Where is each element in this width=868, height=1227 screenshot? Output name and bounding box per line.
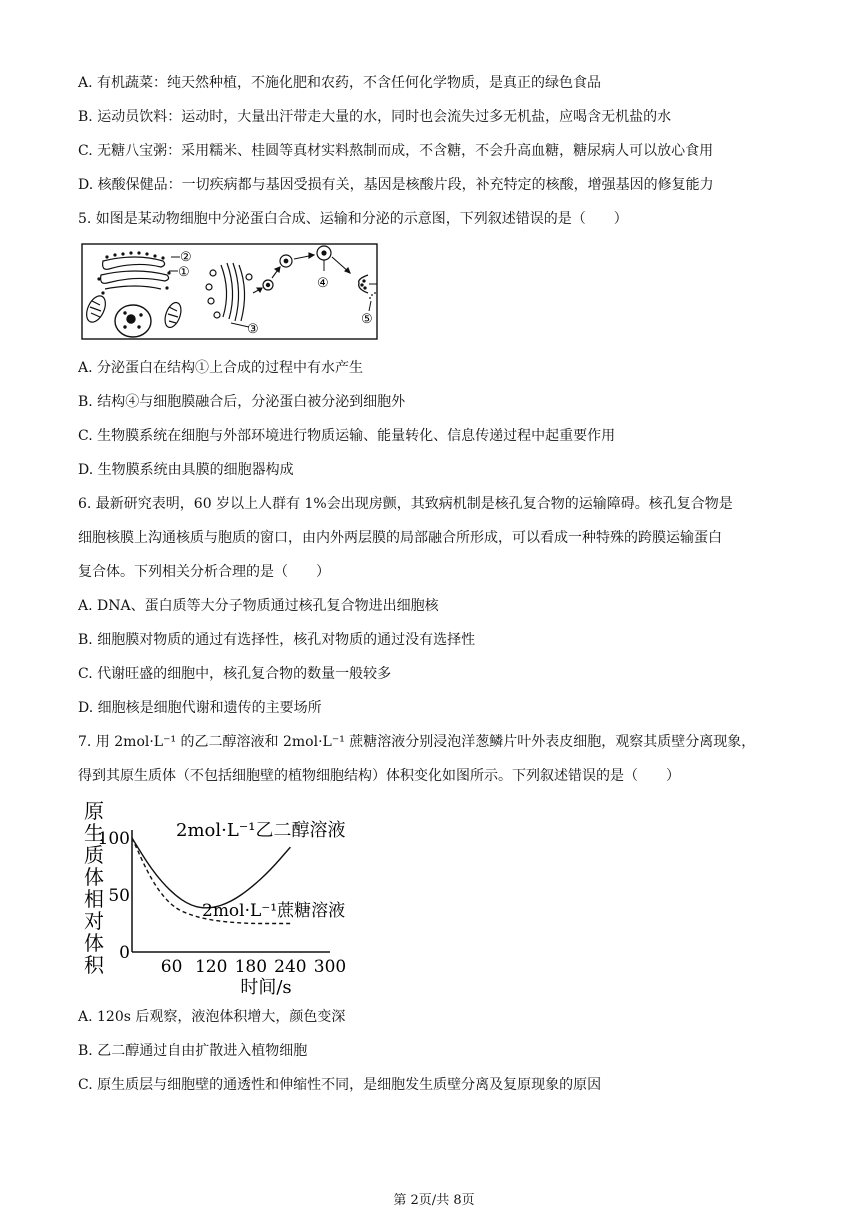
series-label-ethylene-glycol: 2mol·L⁻¹乙二醇溶液: [176, 820, 346, 841]
label-3: ③: [247, 322, 259, 337]
q5-option-d: D. 生物膜系统由具膜的细胞器构成: [78, 462, 294, 478]
label-2: ②: [180, 250, 192, 265]
nucleus: [115, 305, 151, 337]
q5-option-a: A. 分泌蛋白在结构①上合成的过程中有水产生: [78, 360, 364, 376]
y-axis-label-char: 相: [84, 887, 104, 911]
q6-option-b: B. 细胞膜对物质的通过有选择性，核孔对物质的通过没有选择性: [78, 632, 476, 648]
secretion-diagram: [81, 243, 378, 340]
label-5: ⑤: [361, 312, 373, 327]
membrane-fusion: [359, 275, 368, 293]
y-axis-label-char: 生: [84, 821, 104, 845]
q7-option-a: A. 120s 后观察，液泡体积增大，颜色变深: [78, 1009, 346, 1025]
mitochondrion-right: [162, 300, 184, 329]
q6-stem-line-2: 细胞核膜上沟通核质与胞质的窗口，由内外两层膜的局部融合所形成，可以看成一种特殊的跨膜运输蛋白: [78, 530, 722, 546]
rough-er: [101, 257, 169, 289]
label-1: ①: [178, 265, 190, 280]
q4-option-b: B. 运动员饮料：运动时，大量出汗带走大量的水，同时也会流失过多无机盐，应喝含无机盐的水: [78, 109, 672, 125]
q5-option-c: C. 生物膜系统在细胞与外部环境进行物质运输、能量转化、信息传递过程中起重要作用: [78, 428, 616, 444]
series-line-0: [132, 838, 290, 908]
q5-stem: 5. 如图是某动物细胞中分泌蛋白合成、运输和分泌的示意图，下列叙述错误的是（ ）: [78, 211, 628, 227]
y-axis-label-char: 对: [84, 909, 104, 933]
q7-stem-line-1: 7. 用 2mol·L⁻¹ 的乙二醇溶液和 2mol·L⁻¹ 蔗糖溶液分别浸泡洋葱鳞片叶外表皮细胞，观察其质壁分离现象，: [78, 734, 756, 750]
q6-option-a: A. DNA、蛋白质等大分子物质通过核孔复合物进出细胞核: [78, 598, 439, 614]
y-axis-label-char: 体: [84, 865, 104, 889]
q7-stem-line-2: 得到其原生质体（不包括细胞壁的植物细胞结构）体积变化如图所示。下列叙述错误的是（ ）: [78, 768, 680, 784]
y-tick-label: 0: [119, 943, 130, 963]
q4-option-c: C. 无糖八宝粥：采用糯米、桂圆等真材实料熬制而成，不含糖，不会升高血糖，糖尿病人可以放心食用: [78, 143, 714, 159]
q7-option-c: C. 原生质层与细胞壁的通透性和伸缩性不同，是细胞发生质壁分离及复原现象的原因: [78, 1077, 602, 1093]
y-axis-label-char: 体: [84, 931, 104, 955]
golgi-apparatus: [206, 263, 252, 321]
y-axis-label-char: 积: [84, 953, 104, 977]
secreted-protein: [369, 292, 376, 299]
q6-option-d: D. 细胞核是细胞代谢和遗传的主要场所: [78, 700, 322, 716]
label-4: ④: [317, 276, 329, 291]
x-tick-label: 60: [160, 957, 183, 977]
q6-option-c: C. 代谢旺盛的细胞中，核孔复合物的数量一般较多: [78, 666, 392, 682]
y-axis-label-char: 原: [84, 800, 104, 823]
y-axis-label-char: 质: [84, 843, 104, 867]
x-ticks: [161, 957, 346, 977]
series-label-sucrose: 2mol·L⁻¹蔗糖溶液: [202, 901, 346, 921]
q4-option-d: D. 核酸保健品：一切疾病都与基因受损有关，基因是核酸片段，补充特定的核酸，增强基因的修复能力: [78, 177, 714, 193]
x-tick-label: 240: [274, 957, 307, 977]
x-axis-label: 时间/s: [240, 977, 292, 998]
y-axis-label: [84, 800, 105, 977]
q6-stem-line-1: 6. 最新研究表明，60 岁以上人群有 1%会出现房颤，其致病机制是核孔复合物的运输障碍。核孔复合物是: [78, 496, 733, 512]
q6-stem-line-3: 复合体。下列相关分析合理的是（ ）: [78, 564, 330, 580]
protoplast-volume-chart: [80, 800, 370, 1000]
x-tick-label: 120: [194, 957, 228, 977]
mitochondrion-left: [83, 293, 109, 325]
y-tick-label: 100: [97, 829, 130, 849]
q5-option-b: B. 结构④与细胞膜融合后，分泌蛋白被分泌到细胞外: [78, 394, 406, 410]
q4-option-a: A. 有机蔬菜：纯天然种植，不施化肥和农药，不含任何化学物质，是真正的绿色食品: [78, 75, 602, 91]
page-footer: 第 2页/共 8页: [393, 1193, 475, 1208]
q7-option-b: B. 乙二醇通过自由扩散进入植物细胞: [78, 1043, 308, 1059]
x-tick-label: 180: [234, 957, 268, 977]
x-tick-label: 300: [313, 957, 347, 977]
y-tick-label: 50: [108, 886, 130, 906]
